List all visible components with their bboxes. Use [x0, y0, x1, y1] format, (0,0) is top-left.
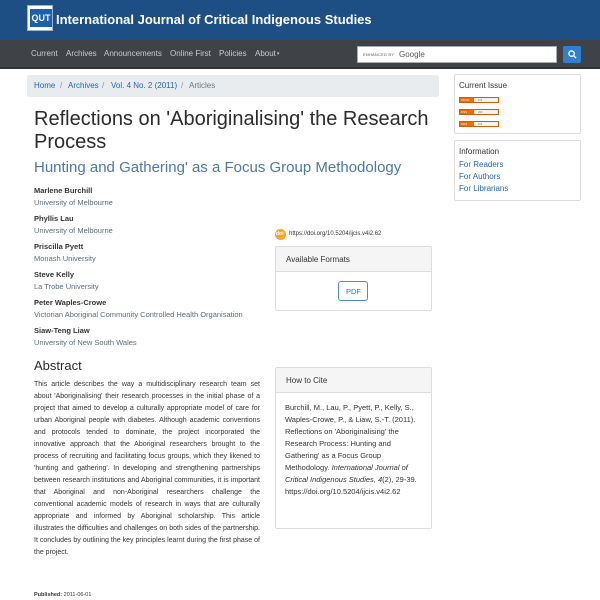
atom-feed-badge[interactable]: [459, 97, 499, 103]
author-name: Marlene Burchill: [34, 186, 93, 195]
feed-version: 1.0: [478, 122, 483, 126]
breadcrumb-separator: /: [102, 81, 105, 90]
current-issue-heading: Current Issue: [459, 81, 508, 90]
published-label: Published:: [34, 592, 63, 598]
available-formats-panel: [275, 246, 432, 311]
feed-type: ATOM: [461, 98, 470, 102]
author-affiliation: Monash University: [34, 254, 96, 263]
breadcrumb-archives[interactable]: Archives: [68, 81, 99, 90]
feed-version: 2.0: [478, 110, 483, 114]
breadcrumb-issue[interactable]: Vol. 4 No. 2 (2011): [111, 81, 178, 90]
panel-header: [276, 247, 431, 272]
article-subtitle: Hunting and Gathering' as a Focus Group Methodology: [34, 159, 402, 176]
breadcrumb-separator: /: [181, 81, 184, 90]
search-input[interactable]: [357, 46, 557, 63]
author-affiliation: Victorian Aboriginal Community Controlled Health Organisation: [34, 310, 243, 319]
qut-logo[interactable]: [27, 5, 53, 31]
logo-text: QUT: [30, 9, 52, 27]
author-name: Priscilla Pyett: [34, 242, 84, 251]
breadcrumb-home[interactable]: Home: [34, 81, 56, 90]
published-date: [34, 592, 91, 598]
doi-icon: [275, 229, 286, 240]
author-name: Steve Kelly: [34, 270, 75, 279]
author-name: Siaw-Teng Liaw: [34, 326, 90, 335]
citation-journal: International Journal of Critical Indigenous Studies, 4: [285, 463, 408, 484]
for-authors-link[interactable]: For Authors: [459, 172, 501, 181]
citation-main: Burchill, M., Lau, P., Pyett, P., Kelly, S., Waples-Crowe, P., & Liaw, S.-T. (2011). Reflections on 'Aboriginalising' the Research Process: Hunting and Gathering' as a Focus Group Methodology.: [285, 403, 416, 472]
rss1-feed-badge[interactable]: [459, 121, 499, 127]
information-heading: Information: [459, 147, 500, 156]
how-to-cite-heading: How to Cite: [286, 376, 328, 385]
abstract-text: This article describes the way a multidisciplinary research team set about 'Aboriginalising' their research processes in the initial phase of a project that aimed to develop a culturally appropriate model of care for urban Aboriginal people with diabetes. Although academic conventions and protocols tended to dominate, the project incorporated the innovative approach that the Aboriginal researchers brought to the process of recruiting and facilitating focus groups, which they likened to 'hunting and gathering'. In developing and strengthening partnerships between research institutions and Aboriginal communities, it is important that Aboriginal and non-Aboriginal researchers challenge the conventional academic models of research in ways that are culturally appropriate and informed by Aboriginal scholarship. This article illustrates the difficulties and challenges on both sides of the partnership. It concludes by outlining the key principles learnt during the first phase of the project.: [34, 381, 260, 556]
for-librarians-link[interactable]: For Librarians: [459, 184, 509, 193]
site-header: [0, 0, 600, 40]
citation-pages: (2), 29-39. https://doi.org/10.5204/ijcis.v4i2.62: [285, 475, 417, 496]
breadcrumb-separator: /: [60, 81, 63, 90]
for-readers-link[interactable]: For Readers: [459, 160, 504, 169]
breadcrumb-current: Articles: [189, 81, 216, 90]
pdf-label: PDF: [346, 287, 361, 296]
available-formats-heading: Available Formats: [286, 255, 350, 264]
site-title[interactable]: International Journal of Critical Indigenous Studies: [56, 12, 372, 27]
abstract-heading: Abstract: [34, 358, 82, 373]
rss2-feed-badge[interactable]: [459, 109, 499, 115]
doi-link[interactable]: https://doi.org/10.5204/ijcis.v4i2.62: [289, 231, 382, 237]
feed-type: RSS: [461, 122, 468, 126]
panel-header: [276, 368, 431, 393]
author-affiliation: University of Melbourne: [34, 226, 113, 235]
article-title: Reflections on 'Aboriginalising' the Research Process: [34, 108, 429, 153]
author-affiliation: University of New South Wales: [34, 338, 137, 347]
citation-text: [285, 402, 423, 498]
search-google-label: Google: [399, 50, 425, 59]
doi-icon-text: doi: [276, 231, 284, 237]
nav-about-label: About: [255, 49, 276, 58]
published-value: 2011-06-01: [63, 592, 92, 598]
caret-down-icon: ▾: [276, 50, 280, 57]
author-affiliation: University of Melbourne: [34, 198, 113, 207]
nav-current[interactable]: Current: [31, 49, 58, 58]
author-name: Peter Waples-Crowe: [34, 298, 107, 307]
nav-policies[interactable]: Policies: [219, 49, 247, 58]
feed-version: 1.0: [478, 98, 483, 102]
author-affiliation: La Trobe University: [34, 282, 99, 291]
search-enhanced-label: ENHANCED BY: [363, 52, 395, 57]
author-name: Phyllis Lau: [34, 214, 74, 223]
nav-about[interactable]: [255, 49, 279, 58]
nav-online-first[interactable]: Online First: [170, 49, 211, 58]
search-button[interactable]: [563, 46, 581, 63]
search-icon: [568, 50, 577, 59]
feed-type: RSS: [461, 110, 468, 114]
nav-announcements[interactable]: Announcements: [104, 49, 162, 58]
nav-archives[interactable]: Archives: [66, 49, 97, 58]
pdf-button[interactable]: [338, 281, 368, 301]
